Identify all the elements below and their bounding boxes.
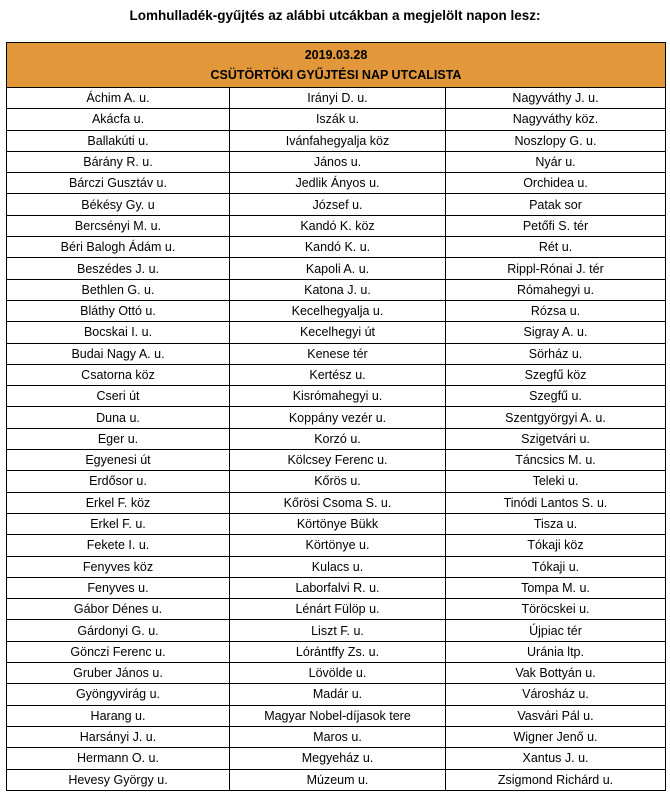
street-cell: Katona J. u.	[230, 279, 446, 300]
street-cell: Vak Bottyán u.	[446, 663, 666, 684]
street-cell: Kőrös u.	[230, 471, 446, 492]
street-cell: Tinódi Lantos S. u.	[446, 492, 666, 513]
street-cell: Koppány vezér u.	[230, 407, 446, 428]
table-row	[7, 88, 666, 109]
street-cell: Duna u.	[7, 407, 230, 428]
street-cell: Bláthy Ottó u.	[7, 300, 230, 321]
street-cell: Nagyváthy J. u.	[446, 88, 666, 109]
street-cell: Akácfa u.	[7, 109, 230, 130]
street-cell: Kecelhegyalja u.	[230, 300, 446, 321]
street-cell: Budai Nagy A. u.	[7, 343, 230, 364]
street-cell: Erkel F. köz	[7, 492, 230, 513]
street-cell: Eger u.	[7, 428, 230, 449]
street-cell: Rómahegyi u.	[446, 279, 666, 300]
street-cell: Erkel F. u.	[7, 513, 230, 534]
street-cell: Kecelhegyi út	[230, 322, 446, 343]
list-title: CSÜTÖRTÖKI GYŰJTÉSI NAP UTCALISTA	[210, 68, 462, 82]
street-cell: Gönczi Ferenc u.	[7, 641, 230, 662]
street-cell: Madár u.	[230, 684, 446, 705]
street-cell: Rét u.	[446, 237, 666, 258]
street-cell: Hermann O. u.	[7, 748, 230, 769]
street-cell: Kenese tér	[230, 343, 446, 364]
street-cell: Kertész u.	[230, 364, 446, 385]
street-cell: Orchidea u.	[446, 173, 666, 194]
table-row	[7, 471, 666, 492]
street-cell: Harang u.	[7, 705, 230, 726]
street-cell: Jedlik Ányos u.	[230, 173, 446, 194]
table-row	[7, 556, 666, 577]
street-cell: Tompa M. u.	[446, 577, 666, 598]
street-cell: Kisrómahegyi u.	[230, 386, 446, 407]
table-row	[7, 705, 666, 726]
street-cell: Kandó K. u.	[230, 237, 446, 258]
street-cell: Erdősor u.	[7, 471, 230, 492]
street-cell: Körtönye u.	[230, 535, 446, 556]
street-cell: Magyar Nobel-díjasok tere	[230, 705, 446, 726]
street-cell: Lórántffy Zs. u.	[230, 641, 446, 662]
street-cell: Áchim A. u.	[7, 88, 230, 109]
table-row	[7, 258, 666, 279]
street-cell: Wigner Jenő u.	[446, 726, 666, 747]
street-cell: Uránia ltp.	[446, 641, 666, 662]
street-cell: Táncsics M. u.	[446, 450, 666, 471]
street-cell: Sörház u.	[446, 343, 666, 364]
street-cell: Kölcsey Ferenc u.	[230, 450, 446, 471]
street-cell: Fenyves u.	[7, 577, 230, 598]
street-cell: Bocskai I. u.	[7, 322, 230, 343]
table-row	[7, 364, 666, 385]
banner-cell	[7, 43, 666, 88]
table-row	[7, 386, 666, 407]
street-cell: Csatorna köz	[7, 364, 230, 385]
street-cell: Bárány R. u.	[7, 151, 230, 172]
street-cell: Megyeház u.	[230, 748, 446, 769]
table-row	[7, 620, 666, 641]
street-cell: Gábor Dénes u.	[7, 599, 230, 620]
table-row	[7, 130, 666, 151]
street-cell: Szentgyörgyi A. u.	[446, 407, 666, 428]
street-cell: Körtönye Bükk	[230, 513, 446, 534]
street-cell: Városház u.	[446, 684, 666, 705]
table-row	[7, 513, 666, 534]
street-cell: Nyár u.	[446, 151, 666, 172]
street-cell: Vasvári Pál u.	[446, 705, 666, 726]
street-cell: Kőrösi Csoma S. u.	[230, 492, 446, 513]
banner-row	[7, 43, 666, 88]
street-cell: Teleki u.	[446, 471, 666, 492]
street-cell: József u.	[230, 194, 446, 215]
street-cell: Szegfű u.	[446, 386, 666, 407]
table-row	[7, 428, 666, 449]
street-list-table	[6, 42, 666, 791]
table-row	[7, 577, 666, 598]
table-row	[7, 769, 666, 790]
table-row	[7, 237, 666, 258]
table-row	[7, 641, 666, 662]
street-cell: Szegfű köz	[446, 364, 666, 385]
street-cell: János u.	[230, 151, 446, 172]
table-row	[7, 599, 666, 620]
table-row	[7, 109, 666, 130]
street-cell: Gruber János u.	[7, 663, 230, 684]
street-cell: Irányi D. u.	[230, 88, 446, 109]
street-cell: Kulacs u.	[230, 556, 446, 577]
street-cell: Egyenesi út	[7, 450, 230, 471]
table-row	[7, 322, 666, 343]
table-row	[7, 535, 666, 556]
street-cell: Lövölde u.	[230, 663, 446, 684]
street-cell: Korzó u.	[230, 428, 446, 449]
street-cell: Fenyves köz	[7, 556, 230, 577]
street-cell: Hevesy György u.	[7, 769, 230, 790]
street-cell: Beszédes J. u.	[7, 258, 230, 279]
street-cell: Maros u.	[230, 726, 446, 747]
street-cell: Múzeum u.	[230, 769, 446, 790]
street-cell: Rózsa u.	[446, 300, 666, 321]
street-cell: Újpiac tér	[446, 620, 666, 641]
street-cell: Noszlopy G. u.	[446, 130, 666, 151]
street-cell: Gárdonyi G. u.	[7, 620, 230, 641]
table-row	[7, 407, 666, 428]
street-cell: Nagyváthy köz.	[446, 109, 666, 130]
page-heading: Lomhulladék-gyűjtés az alábbi utcákban a megjelölt napon lesz:	[129, 8, 541, 23]
street-cell: Tisza u.	[446, 513, 666, 534]
street-cell: Ballakúti u.	[7, 130, 230, 151]
street-cell: Bercsényi M. u.	[7, 215, 230, 236]
street-cell: Tókaji u.	[446, 556, 666, 577]
street-cell: Kandó K. köz	[230, 215, 446, 236]
table-row	[7, 215, 666, 236]
table-row	[7, 492, 666, 513]
street-cell: Harsányi J. u.	[7, 726, 230, 747]
street-cell: Szigetvári u.	[446, 428, 666, 449]
street-cell: Liszt F. u.	[230, 620, 446, 641]
table-row	[7, 343, 666, 364]
street-cell: Laborfalvi R. u.	[230, 577, 446, 598]
table-row	[7, 279, 666, 300]
table-row	[7, 450, 666, 471]
street-cell: Kapoli A. u.	[230, 258, 446, 279]
street-cell: Bethlen G. u.	[7, 279, 230, 300]
table-row	[7, 151, 666, 172]
collection-date: 2019.03.28	[304, 48, 368, 62]
street-cell: Iszák u.	[230, 109, 446, 130]
street-cell: Patak sor	[446, 194, 666, 215]
table-row	[7, 300, 666, 321]
street-cell: Tókaji köz	[446, 535, 666, 556]
street-cell: Fekete I. u.	[7, 535, 230, 556]
street-cell: Cseri út	[7, 386, 230, 407]
street-cell: Lénárt Fülöp u.	[230, 599, 446, 620]
table-row	[7, 726, 666, 747]
table-row	[7, 684, 666, 705]
street-cell: Békésy Gy. u	[7, 194, 230, 215]
table-row	[7, 748, 666, 769]
street-cell: Zsigmond Richárd u.	[446, 769, 666, 790]
street-cell: Sigray A. u.	[446, 322, 666, 343]
table-row	[7, 663, 666, 684]
street-cell: Ivánfahegyalja köz	[230, 130, 446, 151]
table-row	[7, 173, 666, 194]
street-cell: Gyöngyvirág u.	[7, 684, 230, 705]
street-cell: Bárczi Gusztáv u.	[7, 173, 230, 194]
street-cell: Petőfi S. tér	[446, 215, 666, 236]
street-cell: Rippl-Rónai J. tér	[446, 258, 666, 279]
street-cell: Xantus J. u.	[446, 748, 666, 769]
table-row	[7, 194, 666, 215]
street-cell: Béri Balogh Ádám u.	[7, 237, 230, 258]
street-cell: Töröcskei u.	[446, 599, 666, 620]
